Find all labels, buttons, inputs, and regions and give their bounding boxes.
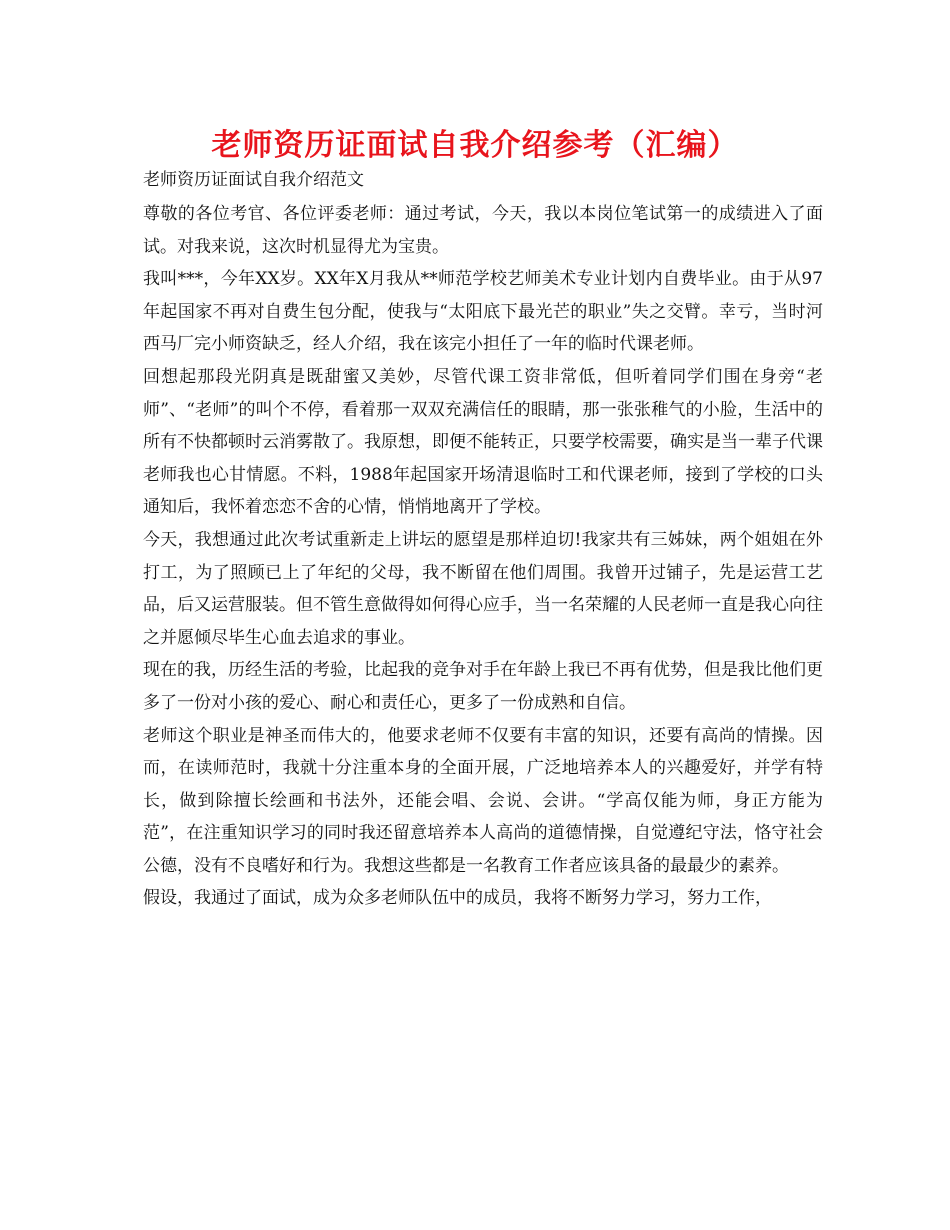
paragraph-strengths: 现在的我，历经生活的考验，比起我的竞争对手在年龄上我已不再有优势，但是我比他们更多了一份对小孩的爱心、耐心和责任心，更多了一份成熟和自信。 <box>143 660 823 713</box>
document-subtitle: 老师资历证面试自我介绍范文 <box>143 170 364 190</box>
paragraph-commitment: 假设，我通过了面试，成为众多老师队伍中的成员，我将不断努力学习，努力工作， <box>143 888 772 909</box>
document-title: 老师资历证面试自我介绍参考（汇编） <box>211 128 739 163</box>
paragraph-greeting: 尊敬的各位考官、各位评委老师：通过考试，今天，我以本岗位笔试第一的成绩进入了面试。对我来说，这次时机显得尤为宝贵。 <box>143 204 823 257</box>
paragraph-profession: 老师这个职业是神圣而伟大的，他要求老师不仅要有丰富的知识，还要有高尚的情操。因而，在读师范时，我就十分注重本身的全面开展，广泛地培养本人的兴趣爱好，并学有特长，做到除擅长绘画和书法外，还能会唱、会说、会讲。“学高仅能为师，身正方能为范”，在注重知识学习的同时我还留意培养本人高尚的道德情操，自觉遵纪守法，恪守社会公德，没有不良嗜好和行为。我想这些都是一名教育工作者应该具备的最最少的素养。 <box>143 725 823 876</box>
paragraph-background: 我叫***，今年XX岁。XX年X月我从**师范学校艺师美术专业计划内自费毕业。由于从97年起国家不再对自费生包分配，使我与“太阳底下最光芒的职业”失之交臂。幸亏，当时河西马厂完小师资缺乏，经人介绍，我在该完小担任了一年的临时代课老师。 <box>143 269 823 355</box>
paragraph-aspiration: 今天，我想通过此次考试重新走上讲坛的愿望是那样迫切!我家共有三姊妹，两个姐姐在外打工，为了照顾已上了年纪的父母，我不断留在他们周围。我曾开过铺子，先是运营工艺品，后又运营服装。但不管生意做得如何得心应手，当一名荣耀的人民老师一直是我心向往之并愿倾尽毕生心血去追求的事业。 <box>143 529 823 648</box>
paragraph-memories: 回想起那段光阴真是既甜蜜又美妙，尽管代课工资非常低，但听着同学们围在身旁“老师”、“老师”的叫个不停，看着那一双双充满信任的眼睛，那一张张稚气的小脸，生活中的所有不快都顿时云消雾散了。我原想，即便不能转正，只要学校需要，确实是当一辈子代课老师我也心甘情愿。不料，1988年起国家开场清退临时工和代课老师，接到了学校的口头通知后，我怀着恋恋不舍的心情，悄悄地离开了学校。 <box>143 366 823 518</box>
document-body <box>143 166 823 915</box>
